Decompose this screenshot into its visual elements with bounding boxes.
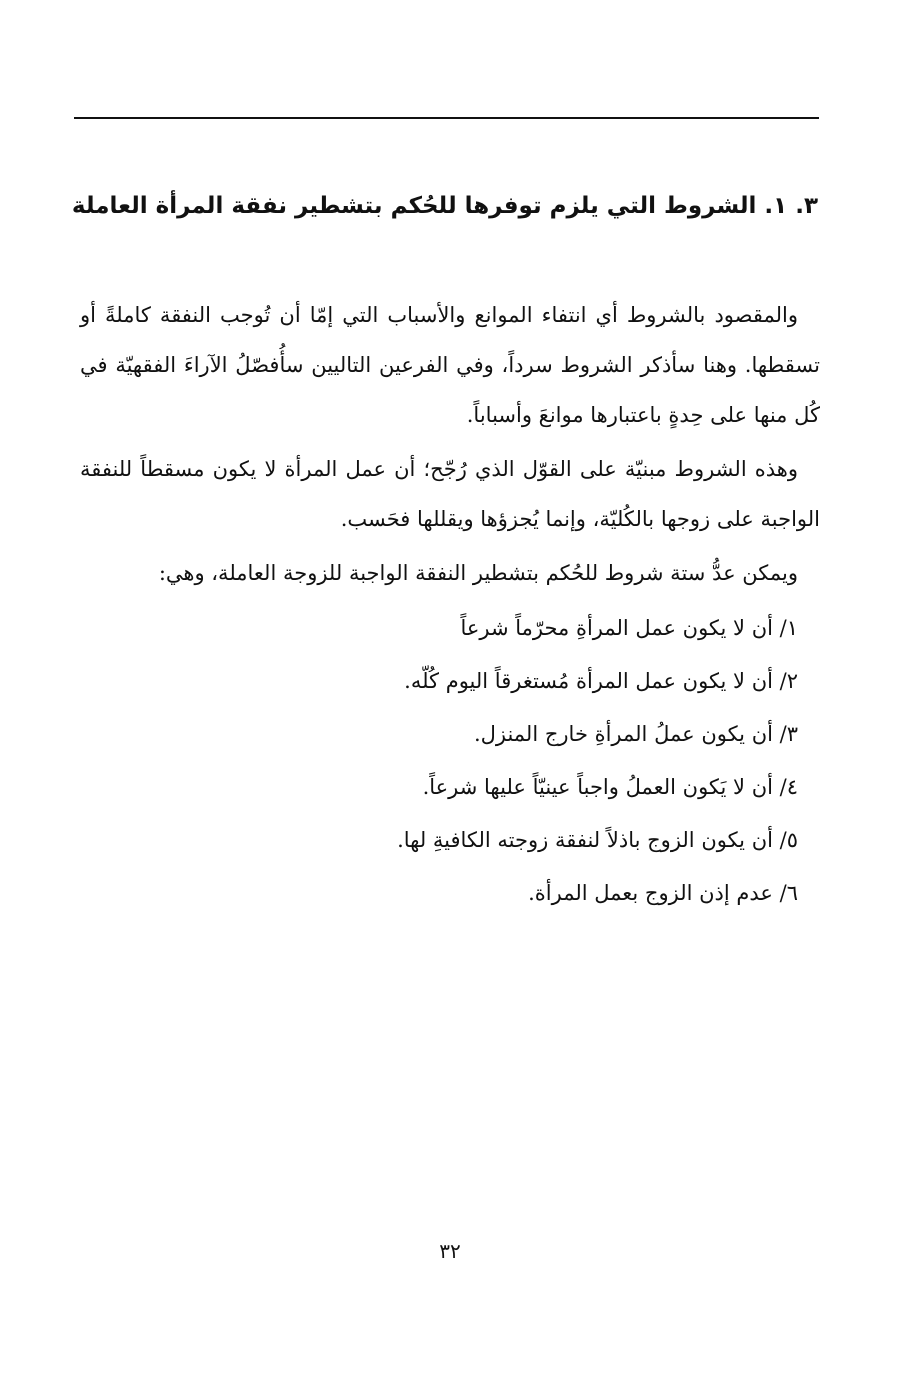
condition-item-1: ١/ أن لا يكون عمل المرأةِ محرّماً شرعاً: [460, 616, 798, 640]
paragraph-basis: وهذه الشروط مبنيّة على القوّل الذي رُجّح؛ أن عمل المرأة لا يكون مسقطاً للنفقة الواجبة على زوجها بالكُليّة، وإنما يُجزؤها ويقللها فحَسب.: [80, 457, 820, 531]
paragraph-definition: والمقصود بالشروط أي انتفاء الموانع والأسباب التي إمّا أن تُوجب النفقة كاملةً أو تسقطها. وهنا سأذكر الشروط سرداً، وفي الفرعين التاليين سأُفصّلُ الآراءَ الفقهيّة في كُل منها على حِدةٍ باعتبارها موانعَ وأسباباً.: [80, 303, 820, 427]
condition-item-3: ٣/ أن يكون عملُ المرأةِ خارج المنزل.: [473, 722, 798, 746]
section-heading: ٣. ١. الشروط التي يلزم توفرها للحُكم بتشطير نفقة المرأة العاملة: [71, 193, 818, 219]
paragraph-intro-list: ويمكن عدُّ ستة شروط للحُكم بتشطير النفقة الواجبة للزوجة العاملة، وهي:: [158, 561, 798, 585]
page-number: ٣٢: [439, 1239, 461, 1263]
condition-item-2: ٢/ أن لا يكون عمل المرأة مُستغرقاً اليوم كُلّه.: [404, 669, 798, 693]
condition-item-4: ٤/ أن لا يَكون العملُ واجباً عينيّاً عليها شرعاً.: [422, 775, 798, 799]
header-rule: [74, 117, 819, 119]
condition-item-6: ٦/ عدم إذن الزوج بعمل المرأة.: [528, 881, 798, 905]
body-text: [80, 290, 820, 920]
conditions-list: [80, 602, 820, 920]
condition-item-5: ٥/ أن يكون الزوج باذلاً لنفقة زوجته الكافيةِ لها.: [397, 828, 798, 852]
